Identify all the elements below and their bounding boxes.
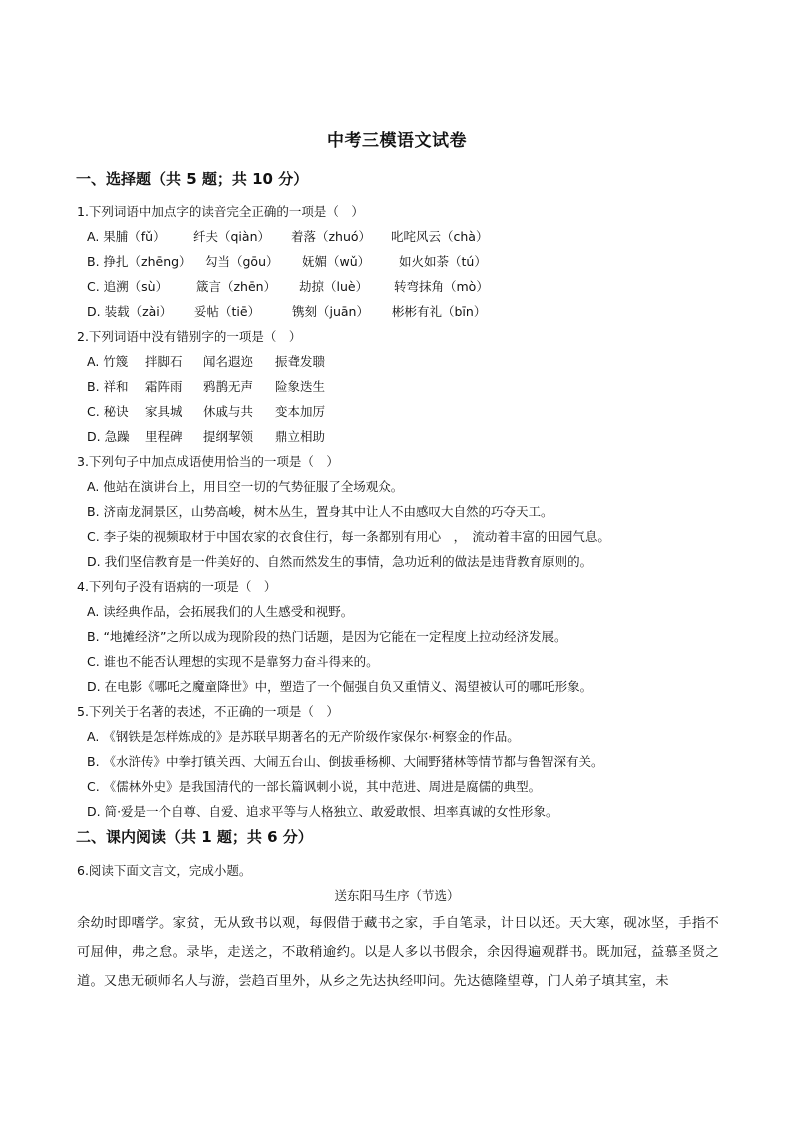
question-5-option-b: B. 《水浒传》中拳打镇关西、大闹五台山、倒拔垂杨柳、大闹野猪林等情节都与鲁智深有关。 xyxy=(87,754,604,769)
question-1-option-c xyxy=(87,277,489,295)
question-4-stem: 4.下列句子没有语病的一项是（ ） xyxy=(77,579,277,594)
question-5-option-a: A. 《钢铁是怎样炼成的》是苏联早期著名的无产阶级作家保尔·柯察金的作品。 xyxy=(87,729,520,744)
option-item: 叱咤风云（chà） xyxy=(391,229,489,244)
question-3-stem: 3.下列句子中加点成语使用恰当的一项是（ ） xyxy=(77,454,339,469)
option-item: 镌刻（juān） xyxy=(292,304,369,319)
question-3-option-b: B. 济南龙洞景区，山势高峻，树木丛生，置身其中让人不由感叹大自然的巧夺天工。 xyxy=(87,504,554,519)
question-4-option-c: C. 谁也不能否认理想的实现不是靠努力奋斗得来的。 xyxy=(87,654,379,669)
option-item: 休戚与共 xyxy=(203,404,254,419)
option-item: 纤夫（qiàn） xyxy=(193,229,270,244)
option-item: 劫掠（luè） xyxy=(299,279,369,294)
question-3-option-a: A. 他站在演讲台上，用目空一切的气势征服了全场观众。 xyxy=(87,479,404,494)
option-item: 拌脚石 xyxy=(145,354,183,369)
question-4-option-a: A. 读经典作品，会拓展我们的人生感受和视野。 xyxy=(87,604,354,619)
option-item: 妩媚（wǔ） xyxy=(302,254,371,269)
question-6-stem: 6.阅读下面文言文，完成小题。 xyxy=(77,863,252,878)
option-item: 里程碑 xyxy=(145,429,183,444)
question-4-option-b: B. “地摊经济”之所以成为现阶段的热门话题，是因为它能在一定程度上拉动经济发展。 xyxy=(87,629,567,644)
option-item: D. 急躁 xyxy=(87,429,130,444)
question-4-option-d: D. 在电影《哪吒之魔童降世》中，塑造了一个倔强自负又重情义、渴望被认可的哪吒形象。 xyxy=(87,679,593,694)
option-item: 家具城 xyxy=(145,404,183,419)
question-5-option-c: C. 《儒林外史》是我国清代的一部长篇讽刺小说，其中范进、周进是腐儒的典型。 xyxy=(87,779,542,794)
option-item: 变本加厉 xyxy=(275,404,326,419)
option-item: 如火如荼（tú） xyxy=(399,254,487,269)
question-2-option-c xyxy=(87,402,325,420)
option-item: 霜阵雨 xyxy=(145,379,183,394)
question-1-option-d xyxy=(87,302,486,320)
passage-title: 送东阳马生序（节选） xyxy=(334,888,460,903)
option-item: B. 祥和 xyxy=(87,379,129,394)
question-1-option-a xyxy=(87,227,488,245)
option-item: 彬彬有礼（bīn） xyxy=(392,304,487,319)
option-item: 险象迭生 xyxy=(275,379,326,394)
question-2-option-d xyxy=(87,427,325,445)
question-2-stem: 2.下列词语中没有错别字的一项是（ ） xyxy=(77,329,302,344)
question-1-option-b xyxy=(87,252,487,270)
passage-text: 余幼时即嗜学。家贫，无从致书以观，每假借于藏书之家，手自笔录，计日以还。天大寒，砚冰坚，手指不可屈伸，弗之怠。录毕，走送之，不敢稍逾约。以是人多以书假余，余因得遍观群书。既加冠，益慕圣贤之道。又患无硕师名人与游，尝趋百里外，从乡之先达执经叩问。先达德隆望尊，门人弟子填其室，未 xyxy=(77,916,719,989)
option-item: 闻名遐迩 xyxy=(203,354,254,369)
option-item: 转弯抹角（mò） xyxy=(394,279,489,294)
option-item: D. 装载（zài） xyxy=(87,304,173,319)
option-item: 振聋发聩 xyxy=(275,354,326,369)
question-1-stem: 1.下列词语中加点字的读音完全正确的一项是（ ） xyxy=(77,204,364,219)
option-item: 箴言（zhēn） xyxy=(196,279,277,294)
option-item: 提纲挈领 xyxy=(203,429,254,444)
option-item: 鸦鹊无声 xyxy=(203,379,254,394)
question-5-stem: 5.下列关于名著的表述，不正确的一项是（ ） xyxy=(77,704,339,719)
option-item: 勾当（gōu） xyxy=(205,254,279,269)
section-heading-reading: 二、课内阅读（共 1 题；共 6 分） xyxy=(76,828,313,846)
question-5-option-d: D. 简·爱是一个自尊、自爱、追求平等与人格独立、敢爱敢恨、坦率真诚的女性形象。 xyxy=(87,804,559,819)
question-3-option-d: D. 我们坚信教育是一件美好的、自然而然发生的事情，急功近利的做法是违背教育原则的。 xyxy=(87,554,593,569)
option-item: C. 秘诀 xyxy=(87,404,129,419)
option-item: A. 果脯（fǔ） xyxy=(87,229,166,244)
question-3-option-c: C. 李子柒的视频取材于中国农家的衣食住行，每一条都别有用心 ， 流动着丰富的田园气息。 xyxy=(87,529,610,544)
option-item: 鼎立相助 xyxy=(275,429,326,444)
option-item: A. 竹篾 xyxy=(87,354,129,369)
section-heading-choice: 一、选择题（共 5 题；共 10 分） xyxy=(76,170,309,188)
option-item: 着落（zhuó） xyxy=(291,229,372,244)
page-title: 中考三模语文试卷 xyxy=(327,131,467,151)
option-item: 妥帖（tiē） xyxy=(194,304,261,319)
question-2-option-a xyxy=(87,352,325,370)
option-item: C. 追溯（sù） xyxy=(87,279,169,294)
question-2-option-b xyxy=(87,377,325,395)
option-item: B. 挣扎（zhēng） xyxy=(87,254,192,269)
